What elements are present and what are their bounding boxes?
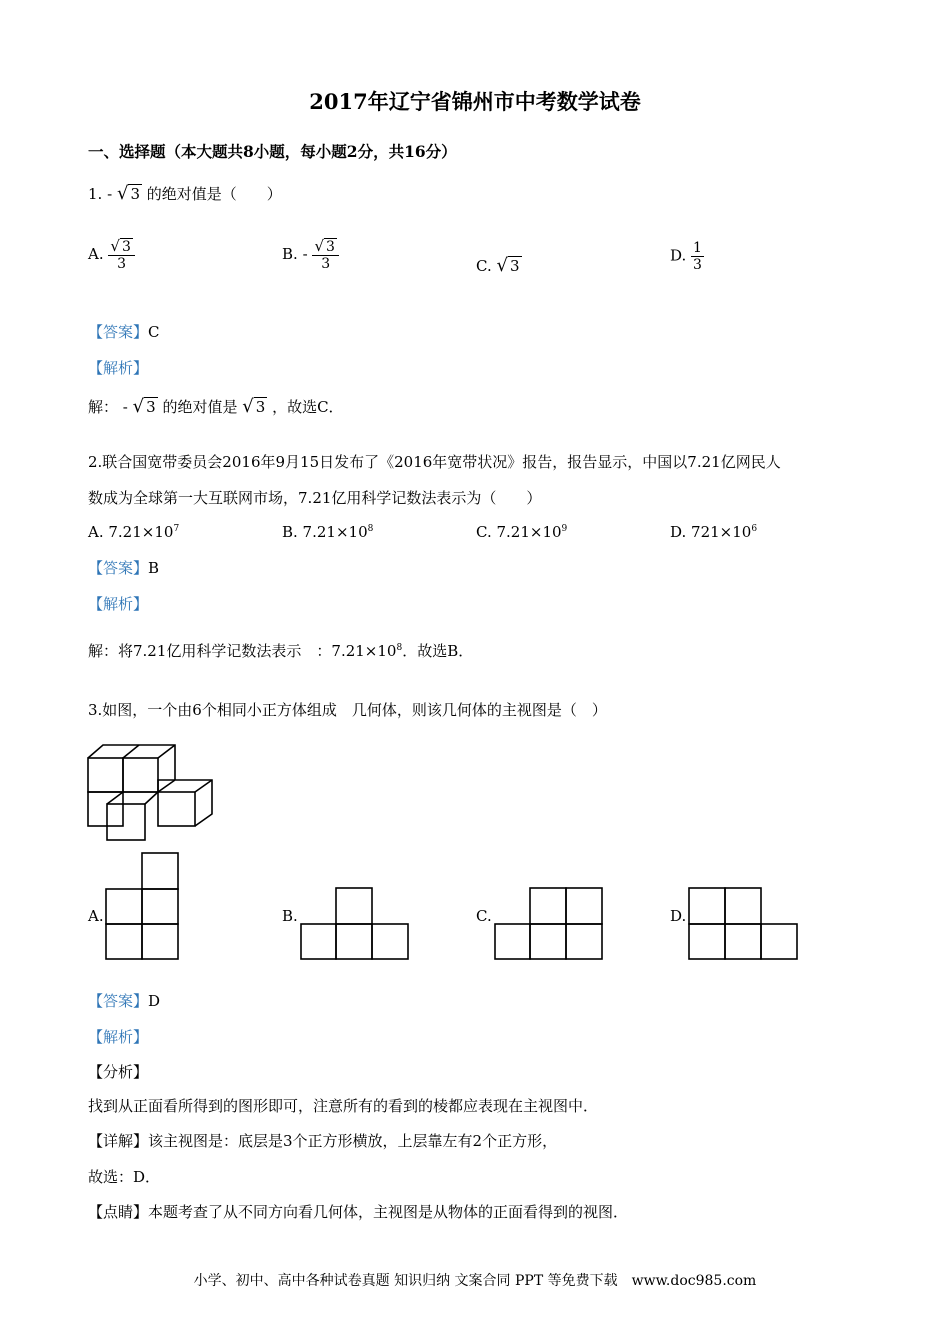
radicand: 3 [509, 257, 520, 275]
q1-solution: 解： - √ 3 的绝对值是 √ 3 ，故选C． [88, 396, 344, 417]
question-3-stem: 3.如图，一个由6个相同小正方体组成 几何体，则该几何体的主视图是（ ） [88, 701, 607, 719]
q1-option-a [88, 238, 135, 272]
q3-option-a-figure [106, 852, 180, 962]
q1-option-b [282, 238, 339, 272]
q3-choose: 故选：D． [88, 1168, 161, 1186]
q1-answer [88, 321, 160, 342]
option-text: A. 7.21×10 [88, 523, 174, 541]
answer-label: 【答案】 [88, 992, 149, 1010]
page-footer: 小学、初中、高中各种试卷真题 知识归纳 文案合同 PPT 等免费下载 www.doc985.com [193, 1273, 757, 1289]
fraction [691, 240, 704, 273]
answer-value: B [148, 559, 160, 577]
exponent: 9 [561, 524, 568, 534]
q1-number: 1. [88, 185, 103, 203]
numerator: 1 [693, 240, 702, 256]
q3-option-c-figure [494, 887, 604, 962]
option-label: A. [88, 245, 104, 264]
neg-sign: - [122, 398, 128, 416]
q2-solution [88, 640, 473, 661]
numerator: 3 [326, 239, 335, 255]
q3-analysis-label: 【解析】 [88, 1028, 149, 1046]
exponent: 7 [173, 524, 180, 534]
q2-answer [88, 557, 159, 578]
solution-end: ，故选C． [272, 398, 344, 416]
answer-value: D [148, 992, 161, 1010]
exponent: 8 [396, 643, 403, 653]
numerator: 3 [121, 239, 131, 255]
question-1-stem [88, 183, 282, 204]
radicand: 3 [146, 398, 156, 416]
q2-analysis-label: 【解析】 [88, 595, 149, 613]
q2-option-a [88, 523, 179, 541]
denominator: 3 [321, 256, 331, 273]
q3-fenxi-label: 【分析】 [88, 1063, 149, 1081]
detail-text: 该主视图是：底层是3个正方形横放，上层靠左有2个正方形， [148, 1132, 558, 1150]
q3-option-b-figure [300, 887, 410, 962]
neg-sign: - [302, 245, 308, 264]
q2-option-c [476, 523, 567, 541]
denominator: 3 [693, 257, 702, 274]
page-title: 2017年辽宁省锦州市中考数学试卷 [309, 89, 641, 114]
q1-suffix: 的绝对值是（ ） [146, 185, 282, 203]
fraction: $\frac{√ 3}{3}$ [108, 238, 134, 272]
exponent: 6 [751, 524, 758, 534]
solution-prefix: 解： [88, 398, 119, 416]
option-label: B. [282, 245, 298, 264]
denominator: 3 [117, 256, 127, 273]
fraction: $\frac{√ 3}{3}$ [312, 238, 338, 272]
option-text: B. 7.21×10 [282, 523, 368, 541]
section-heading: 一、选择题（本大题共8小题，每小题2分，共16分） [88, 142, 457, 161]
question-2-line-1: 2.联合国宽带委员会2016年9月15日发布了《2016年宽带状况》报告，报告显示，中国以7.21亿网民人 [88, 453, 781, 471]
solution-text: 的绝对值是 [162, 398, 238, 416]
detail-label: 【详解】 [88, 1132, 149, 1150]
question-2-line-2: 数成为全球第一大互联网市场，7.21亿用科学记数法表示为（ ） [88, 489, 542, 507]
q3-comment [88, 1201, 628, 1222]
comment-text: 本题考查了从不同方向看几何体，主视图是从物体的正面看得到的视图． [148, 1203, 629, 1221]
answer-value: C [148, 323, 160, 341]
exponent: 8 [367, 524, 374, 534]
q3-option-c-label: C. [476, 907, 492, 925]
q3-fenxi-text: 找到从正面看所得到的图形即可，注意所有的看到的棱都应表现在主视图中． [88, 1097, 599, 1115]
option-text: C. 7.21×10 [476, 523, 562, 541]
q3-detail [88, 1130, 557, 1151]
q1-sqrt: √ 3 [116, 183, 140, 204]
q3-answer [88, 990, 160, 1011]
q1-neg-sign: - [107, 185, 113, 203]
option-label: D. [670, 246, 687, 265]
q1-analysis-label: 【解析】 [88, 359, 149, 377]
q3-option-d-label: D. [670, 907, 687, 925]
option-text: D. 721×10 [670, 523, 752, 541]
q2-option-d [670, 523, 757, 541]
answer-label: 【答案】 [88, 559, 149, 577]
solution-end: ．故选B． [402, 642, 474, 660]
q1-option-d [670, 240, 704, 273]
answer-label: 【答案】 [88, 323, 149, 341]
radicand: 3 [255, 398, 266, 416]
option-label: C. [476, 257, 492, 275]
q1-option-c: C. √ 3 [476, 255, 520, 276]
q3-option-b-label: B. [282, 907, 298, 925]
q3-option-a-label: A. [88, 907, 104, 925]
q2-option-b [282, 523, 373, 541]
q1-radicand: 3 [130, 185, 140, 203]
solution-text: 解：将7.21亿用科学记数法表示 ：7.21×10 [88, 642, 397, 660]
cube-solid-figure [85, 740, 215, 840]
q3-option-d-figure [688, 887, 800, 962]
comment-label: 【点睛】 [88, 1203, 149, 1221]
